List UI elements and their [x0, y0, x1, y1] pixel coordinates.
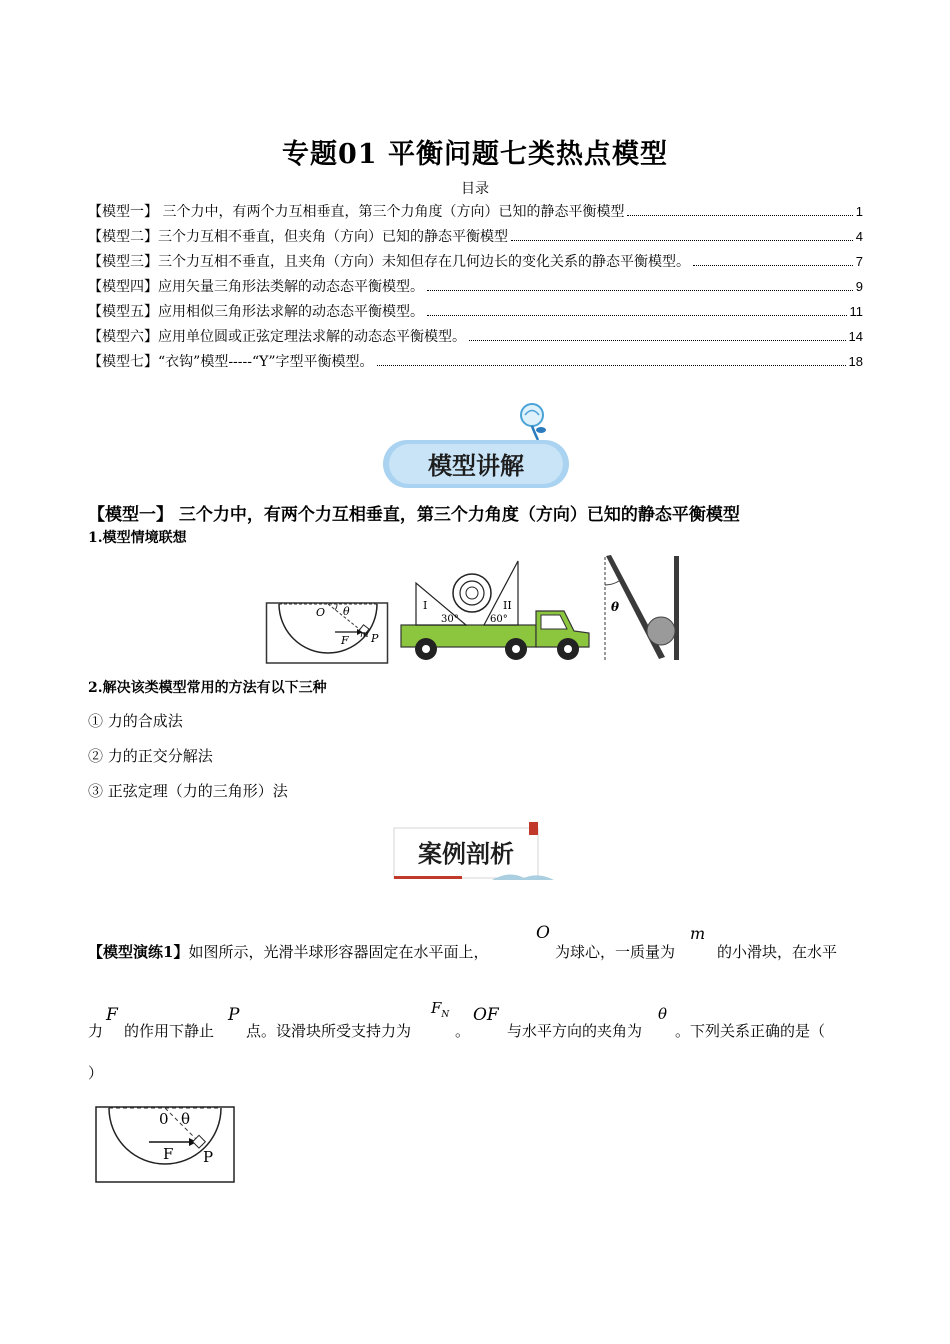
toc-page-number: 14: [848, 329, 863, 344]
page-title: 专题01 平衡问题七类热点模型: [282, 139, 668, 170]
math-f: F: [106, 1005, 118, 1025]
exercise-text: ）: [88, 1064, 104, 1082]
toc-entry[interactable]: [88, 301, 863, 326]
exercise-text: 的作用下静止: [124, 1022, 215, 1040]
exercise-text: 与水平方向的夹角为: [507, 1022, 643, 1040]
banner-label: 案例剖析: [418, 840, 514, 868]
label-f: F: [341, 634, 349, 647]
toc-leader: [693, 265, 853, 266]
toc-entry[interactable]: [88, 251, 863, 276]
toc-page-number: 1: [855, 204, 863, 219]
toc-entry[interactable]: [88, 326, 863, 351]
case-analysis-banner: [392, 820, 564, 888]
toc-entry-label: 【模型三】三个力互相不垂直，且夹角（方向）未知但存在几何边长的变化关系的静态平衡模型。: [88, 254, 690, 270]
toc-page-number: 4: [855, 229, 863, 244]
label-p: P: [203, 1148, 214, 1166]
toc-entry-label: 【模型六】应用单位圆或正弦定理法求解的动态态平衡模型。: [88, 329, 466, 345]
exercise-text: 。下列关系正确的是（: [675, 1022, 826, 1040]
toc-leader: [627, 215, 852, 216]
toc-entry[interactable]: [88, 351, 863, 376]
inclined-board-ball-figure: [597, 553, 683, 665]
method-item: ① 力的合成法: [88, 712, 183, 730]
banner-label: 模型讲解: [428, 452, 524, 480]
math-o: O: [536, 923, 550, 943]
toc-entry-label: 【模型七】“衣钩”模型-----“Y”字型平衡模型。: [88, 354, 374, 370]
label-theta: θ: [343, 605, 350, 618]
exercise-text: 。: [455, 1022, 471, 1040]
toc-leader: [427, 290, 853, 291]
math-p: P: [228, 1005, 240, 1025]
toc-leader: [427, 315, 847, 316]
toc-entry[interactable]: [88, 201, 863, 226]
label-o: 0: [159, 1110, 169, 1128]
exercise-text: 的小滑块，在水平: [717, 943, 838, 961]
toc-leader: [469, 340, 846, 341]
toc-leader: [377, 365, 846, 366]
label-f: F: [163, 1145, 174, 1163]
label-m: m: [360, 630, 369, 640]
subheading-methods: 2.解决该类模型常用的方法有以下三种: [88, 680, 327, 696]
math-m: m: [690, 924, 706, 943]
toc-entry[interactable]: [88, 276, 863, 301]
toc-page-number: 7: [855, 254, 863, 269]
label-angle-60: 60°: [490, 614, 508, 625]
label-board-ii: II: [503, 599, 512, 612]
toc-leader: [511, 240, 853, 241]
exercise-bowl-figure: [95, 1104, 237, 1186]
exercise-text: 如图所示，光滑半球形容器固定在水平面上，: [188, 943, 489, 961]
label-p: P: [371, 632, 379, 645]
toc-page-number: 11: [849, 304, 863, 319]
toc-entry-label: 【模型五】应用相似三角形法求解的动态态平衡模型。: [88, 304, 424, 320]
model-explanation-banner: [375, 398, 580, 494]
hemispherical-bowl-figure: [265, 598, 390, 666]
toc-entry-label: 【模型一】 三个力中，有两个力互相垂直，第三个力角度（方向）已知的静态平衡模型: [88, 204, 625, 220]
exercise-line-1: [88, 941, 488, 962]
label-theta: θ: [611, 600, 620, 614]
label-theta: θ: [181, 1110, 191, 1128]
toc-page-number: 18: [848, 354, 863, 369]
toc-entry[interactable]: [88, 226, 863, 251]
label-o: O: [316, 606, 326, 619]
exercise-text: 为球心，一质量为: [555, 943, 676, 961]
toc-page-number: 9: [855, 279, 863, 294]
exercise-text: 力: [88, 1022, 104, 1040]
toc-entry-label: 【模型二】三个力互相不垂直，但夹角（方向）已知的静态平衡模型: [88, 229, 508, 245]
label-angle-30: 30°: [441, 614, 459, 625]
math-fn: $F_N$: [431, 999, 450, 1020]
table-of-contents: [88, 201, 863, 376]
model-one-heading: 【模型一】 三个力中，有两个力互相垂直，第三个力角度（方向）已知的静态平衡模型: [88, 505, 740, 525]
sprout-icon: [521, 404, 546, 440]
exercise-text: 点。设滑块所受支持力为: [246, 1022, 412, 1040]
toc-heading: 目录: [461, 181, 489, 197]
method-item: ③ 正弦定理（力的三角形）法: [88, 782, 288, 800]
math-of: OF: [473, 1005, 499, 1025]
method-item: ② 力的正交分解法: [88, 747, 213, 765]
toc-entry-label: 【模型四】应用矢量三角形法类解的动态态平衡模型。: [88, 279, 424, 295]
exercise-lead: 【模型演练1】: [88, 943, 189, 961]
subheading-scenario: 1.模型情境联想: [88, 530, 187, 546]
math-theta: θ: [658, 1005, 668, 1023]
truck-figure: [396, 553, 601, 665]
label-board-i: I: [423, 599, 428, 612]
